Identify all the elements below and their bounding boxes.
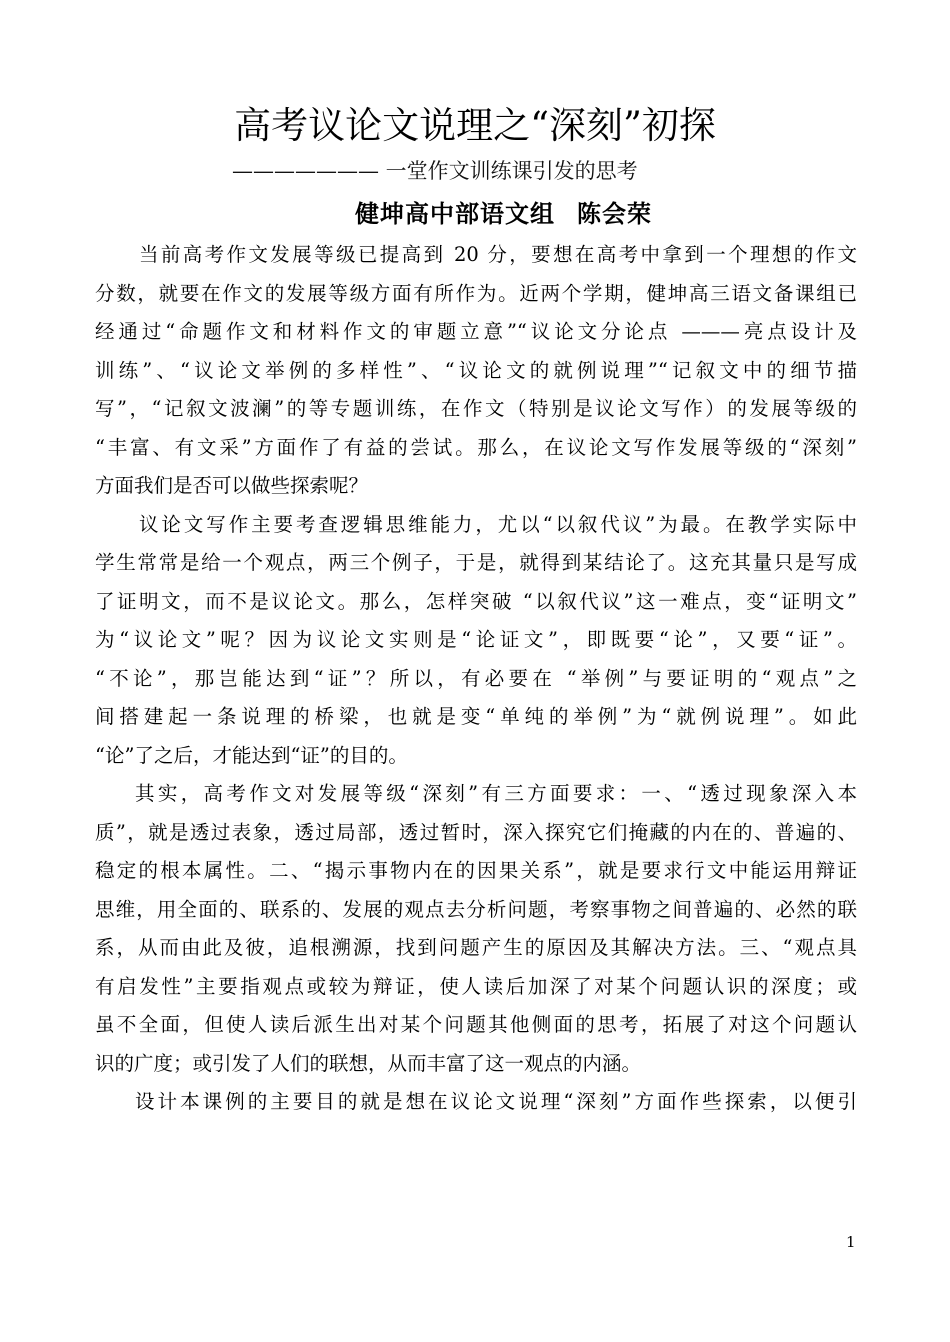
paragraph-line: 识的广度；或引发了人们的联想，从而丰富了这一观点的内涵。 (95, 1051, 642, 1075)
paragraph-line: 了证明文，而不是议论文。那么，怎样突破 “以叙代议”这一难点，变“证明文” (95, 589, 857, 613)
paragraph-line: 为“议论文”呢？因为议论文实则是“论证文”，即既要“论”，又要“证”。 (95, 628, 857, 651)
paragraph (95, 236, 857, 506)
paragraph-line: 思维，用全面的、联系的、发展的观点去分析问题，考察事物之间普遍的、必然的联 (95, 897, 857, 921)
paragraph-line: 设计本课例的主要目的就是想在议论文说理“深刻”方面作些探索，以便引 (135, 1090, 857, 1113)
paragraph-line: 其实，高考作文对发展等级“深刻”有三方面要求：一、“透过现象深入本 (135, 782, 857, 805)
paragraph-line: 写”，“记叙文波澜”的等专题训练，在作文（特别是议论文写作）的发展等级的 (95, 397, 857, 420)
author-name: 陈会荣 (577, 199, 652, 228)
paragraph-line: 系，从而由此及彼，追根溯源，找到问题产生的原因及其解决方法。三、“观点具 (95, 936, 857, 959)
author-line (355, 198, 755, 230)
paragraph (95, 506, 857, 776)
page-number: 1 (846, 1233, 856, 1251)
document-subtitle: ——————— 一堂作文训练课引发的思考 (232, 159, 638, 183)
body-text (95, 236, 857, 1122)
paragraph-line: 有启发性”主要指观点或较为辩证，使人读后加深了对某个问题认识的深度；或 (95, 974, 857, 998)
paragraph-line: 议论文写作主要考查逻辑思维能力，尤以“以叙代议”为最。在教学实际中 (139, 512, 857, 536)
paragraph (95, 775, 857, 1083)
document-title: 高考议论文说理之“深刻”初探 (234, 104, 716, 147)
paragraph-line: 当前高考作文发展等级已提高到 20 分，要想在高考中拿到一个理想的作文 (139, 243, 857, 266)
paragraph-line: 经通过“命题作文和材料作文的审题立意”“议论文分论点 ———亮点设计及 (95, 320, 857, 343)
paragraph-line: “丰富、有文采”方面作了有益的尝试。那么，在议论文写作发展等级的“深刻” (95, 435, 857, 459)
paragraph-line: 分数，就要在作文的发展等级方面有所作为。近两个学期，健坤高三语文备课组已 (95, 281, 857, 305)
author-group: 健坤高中部语文组 (355, 199, 555, 228)
paragraph-line: 训练”、“议论文举例的多样性”、“议论文的就例说理”“记叙文中的细节描 (95, 358, 857, 382)
paragraph-line: 学生常常是给一个观点，两三个例子，于是，就得到某结论了。这充其量只是写成 (95, 551, 857, 574)
paragraph (95, 1083, 857, 1122)
paragraph-line: 稳定的根本属性。二、“揭示事物内在的因果关系”，就是要求行文中能运用辩证 (95, 859, 857, 882)
paragraph-line: 方面我们是否可以做些探索呢？ (95, 474, 369, 497)
paragraph-line: 虽不全面，但使人读后派生出对某个问题其他侧面的思考，拓展了对这个问题认 (95, 1013, 857, 1036)
paragraph-line: “论”了之后，才能达到“证”的目的。 (95, 743, 408, 767)
paragraph-line: 质”，就是透过表象，透过局部，透过暂时，深入探究它们掩藏的内在的、普遍的、 (95, 820, 857, 844)
paragraph-line: “不论”，那岂能达到“证”？所以，有必要在 “举例”与要证明的“观点”之 (95, 666, 857, 690)
paragraph-line: 间搭建起一条说理的桥梁，也就是变“单纯的举例”为“就例说理”。如此 (95, 705, 857, 728)
